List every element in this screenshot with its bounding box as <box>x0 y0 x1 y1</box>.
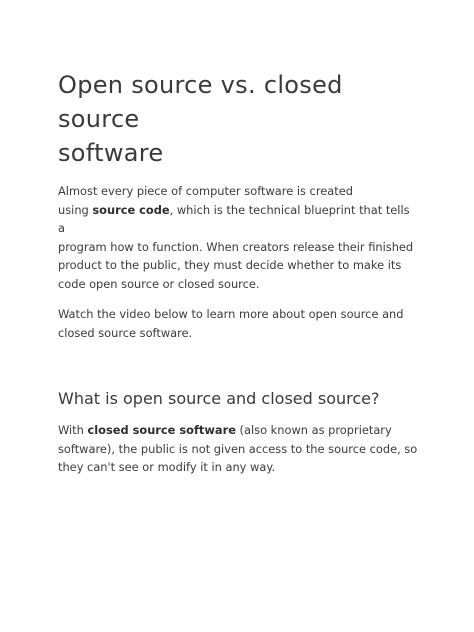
closed-line-3: they can't see or modify it in any way. <box>58 460 276 474</box>
video-line-2: closed source software. <box>58 325 193 340</box>
article-body <box>58 68 418 477</box>
intro-line-2-post: , which is the technical blueprint that tells a <box>58 202 410 235</box>
title-line-1: Open source vs. closed source <box>58 71 343 133</box>
closed-source-paragraph <box>58 421 418 477</box>
closed-line-1-post: (also known as proprietary <box>235 423 392 437</box>
closed-line-2: software), the public is not given access to the source code, so <box>58 441 418 456</box>
intro-line-1: Almost every piece of computer software is created <box>58 184 353 198</box>
intro-line-2-pre: using <box>58 202 93 217</box>
intro-paragraph <box>58 182 418 293</box>
closed-source-term: closed source software <box>87 423 236 437</box>
closed-line-1-pre: With <box>58 423 88 437</box>
source-code-term: source code <box>92 202 170 217</box>
article-title <box>58 68 418 170</box>
section-heading: What is open source and closed source? <box>58 389 380 408</box>
intro-line-3: program how to function. When creators release their finished <box>58 239 414 254</box>
title-line-2: software <box>58 139 164 167</box>
video-paragraph <box>58 305 418 342</box>
video-line-1: Watch the video below to learn more about open source and <box>58 307 404 321</box>
intro-line-4: product to the public, they must decide whether to make its <box>58 258 402 272</box>
intro-line-5: code open source or closed source. <box>58 276 260 291</box>
